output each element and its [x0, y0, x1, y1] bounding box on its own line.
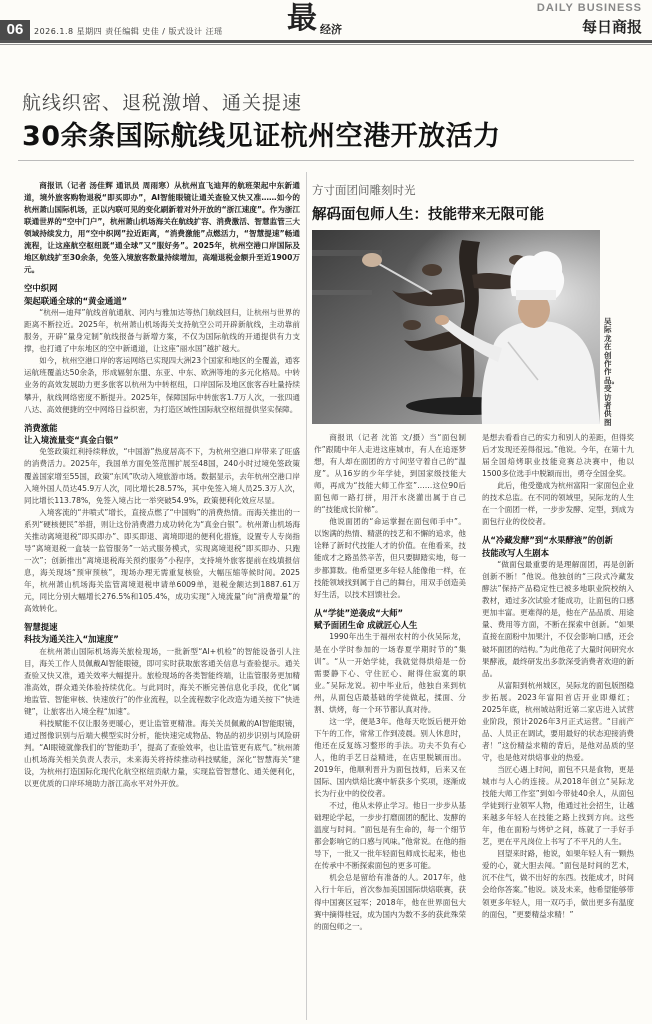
feature-column-1 — [314, 432, 466, 1020]
paper-name-en: DAILY BUSINESS — [536, 2, 642, 14]
paragraph: 不过，他从未停止学习。他日一步步从基础理论学起，一步步打磨面团的配比、发酵的温度与时间。“面包是有生命的，每一个细节都会影响它的口感与风味。”他常说。在他的指导下，一批又一批年轻面包师成长起来，他也在传承中不断探索面包的更多可能。 — [314, 801, 466, 871]
paragraph: “做面包最重要的是理解面团，再是创新创新不断！”他说。他独创的“三段式冷藏发酵法”保持产品稳定性已被多地职业院校纳入教材，通过多次试验才能成功，让面包的口感更加丰富。更难得的是，他在产品品质、用途量、费用等方面，不断在探索中创新。“如果直接在面粉中加果汁，不仅会影响口感，还会破坏面团的结构。”为此他花了大量时间研究水果酵液，最终研发出多款深受消费者欢迎的新品。 — [482, 560, 634, 678]
paragraph: 科技赋能不仅让服务更暖心，更让监管更精准。海关关员佩戴的AI智能眼镜，通过图像识别与后端大模型实时分析，能快速完成物品、物品的初步识别与风险研判。“AI眼镜就像我们的‘智能助手’，提高了查验效率，也让监管更有底气。”杭州萧山机场海关相关负责人表示，未来海关将持续推动科技赋能，深化“智慧海关”建设，为杭州打造国际化现代化航空枢纽贡献力量，实现监管智慧化、通关便利化，以更优质的口岸环境助力浙江高水平对外开放。 — [24, 719, 300, 789]
column-divider — [306, 172, 307, 1020]
paragraph: 商报讯（记者 沈笛 文/摄）当“面包制作”跟随中年人走进这座城市，有人在追逐梦想，有人却在面团的方寸间坚守着自己的“温度”。从16岁的少年学徒，到国家级技能大师，再成为“技能大师工作室”……这位90后面包师一路打拼，用汗水浇灌出属于自己的“技能成长阶梯”。 — [314, 433, 466, 515]
section-2-subhead-1: 消费激能 — [24, 422, 58, 433]
section-3-subhead-2: 科技为通关注入“加速度” — [24, 634, 119, 645]
paragraph: 是想去看看自己的实力和别人的差距，但得奖后才发现还差得很远。”他说。今年，在第十九届全国焙烤职业技能竞赛总决赛中，他以1500多位选手中脱颖而出，勇夺全国金奖。 — [482, 433, 634, 479]
section-1-subhead-1: 空中织网 — [24, 283, 58, 294]
section-1-subhead-2: 架起联通全球的“黄金通道” — [24, 295, 128, 306]
page-number: 06 — [0, 20, 30, 40]
feature-kicker: 方寸面团间雕刻时光 — [312, 183, 416, 197]
baker-photo — [312, 230, 600, 424]
section-logo: 最 — [287, 1, 317, 36]
header-rule — [0, 40, 652, 43]
paragraph: 此后，他受邀成为杭州富阳一家面包企业的技术总监。在不同的领域里，吴际龙的人生在一个面团一样，一步步发酵、定型，到成为面包行业的佼佼者。 — [482, 481, 634, 527]
feature-headline: 解码面包师人生：技能带来无限可能 — [312, 207, 544, 223]
paragraph: 入境客流的“井喷式”增长，直接点燃了“中国购”的消费热情。而海关推出的一系列“硬核便民”举措，则让这份消费潜力成功转化为“真金白银”。杭州萧山机场海关推动离境退税“即买即办”、即买即退、离境即退的便利化措施，设置专人专岗指导“离境退税一盒装一监管服务”一站式服务模式，实现离境退税“即买即办、只跑一次”；创新推出“离境退税海关预约服务”小程序，支持境外旅客提前在线填报信息，海关现场“预审预核”，现场办理无需重复核验，大幅压缩等候时间。2025年，杭州萧山机场海关监管离境退税申请单6009单，退税金额达到1887.61万元，同比分别大幅增长276.5%和105.4%，成功实现“入境流量”向“消费增量”的高效转化。 — [24, 507, 300, 614]
section-3-subhead-1: 智慧提速 — [24, 622, 58, 633]
paragraph: 当匠心遇上时间，面包不只是食物，更是城市与人心的连接。从2018年创立“吴际龙技能大师工作室”到如今带徒40余人，从面包学徒到行业领军人物，他通过社会招生，让越来越多年轻人在技能之路上找到方向。这些年，他在面粉与烤炉之间，练就了一手好手艺，更在平凡岗位上书写了不平凡的人生。 — [482, 764, 634, 847]
paragraph: 从富阳到杭州城区，吴际龙的面包版图稳步拓展。2023年富阳首店开业即爆红；2025年底，杭州城站附近第二家店进入试营业阶段，预计2026年3月正式运营。“目前产品、人员正在调试，要用最好的状态迎接消费者！”这份精益求精的背后，是他对品质的坚守，也是他对烘焙事业的热爱。 — [482, 680, 634, 762]
paragraph: 如今，杭州空港口岸的客运网络已实现四大洲23个国家和地区的全覆盖，通客运航班覆盖达50余条，形成辐射东盟、东亚、中东、欧洲等地的多元化格局。中转业务的高效发展助力更多旅客以杭州为中转枢纽，口岸国际及地区旅客吞吐量持续攀升，航线网络密度不断提升。2025年，保障国际中转旅客1.7万人次，一张四通八达、高效便捷的空中网络日益织密，为打造区域性国际航空枢纽提供坚实保障。 — [24, 356, 300, 414]
main-kicker: 航线织密、退税激增、通关提速 — [22, 92, 303, 114]
main-article-column — [24, 180, 300, 1020]
section-2-subhead-2: 让入境流量变“真金白银” — [24, 435, 119, 446]
feature-subhead-2: 赋予面团生命 成就匠心人生 — [314, 620, 418, 631]
paragraph: 他说面团的“命运掌握在面包师手中”。以饱满的热情、精湛的技艺和不懈的追求，他诠释了新时代技能人才的价值。在他看来，技能成才之路虽然辛苦，但只要脚踏实地，每一步都算数。他希望更多年轻人能像他一样，在技能领域找到属于自己的舞台，用双手创造美好生活，以技术回馈社会。 — [314, 517, 466, 599]
feature-subhead-1: 从“学徒”逆袭成“大师” — [314, 607, 404, 618]
photo-caption: 吴际龙在创作作品。受访者供图 — [604, 317, 619, 427]
section-label: 经济 — [320, 23, 342, 36]
paragraph: 机会总是留给有准备的人。2017年，他入行十年后，首次参加美国国际烘焙联赛，获得中国赛区冠军；2018年，他在世界面包大赛中摘得桂冠，成为国内为数不多的获此殊荣的面包师之一。 — [314, 873, 466, 931]
feature-subhead-3: 从“冷藏发酵”到“水果酵液”的创新 — [482, 535, 613, 546]
date-line: 2026.1.8 星期四 责任编辑 史佳 / 版式设计 汪瑶 — [34, 27, 223, 36]
header-rule-thin — [0, 44, 652, 45]
paper-name-cn: 每日商报 — [581, 18, 642, 36]
feature-column-2 — [482, 432, 634, 1020]
baker-photo-illustration — [312, 230, 600, 424]
headline-rule — [18, 160, 634, 161]
main-lead-paragraph: 商报讯（记者 汤佳辉 通讯员 周雨寒）从杭州直飞迪拜的航班架起中东新通道，境外旅客购物退税“即买即办”，AI智能眼镜让通关查验又快又准……如今的杭州萧山国际机场，正以内联可见的变化刷新着对外开放的“浙江速度”。作为浙江联通世界的“空中门户”，杭州萧山机场海关在航线扩容、消费激活、智慧监管三大领域持续发力，用“空中织网”拉近距离，“消费激能”点燃活力，“智慧提速”畅通流程，让这座航空枢纽既“通全球”又“服好务”。2025年，杭州空港口岸国际及地区航线扩至30余条，免签入境旅客数量持续增加，高端退税金额升至近1900万元。 — [24, 181, 300, 275]
main-headline: 30余条国际航线见证杭州空港开放活力 — [22, 121, 501, 152]
paragraph: 免签政策红利持续释放，“中国游”热度居高不下，为杭州空港口岸带来了旺盛的消费活力。2025年，我国单方面免签范围扩展至48国，240小时过境免签政策覆盖国家增至55国，政策“东风”吹动入境旅游市场。数据显示，去年杭州空港口岸入境外国人员达45.9万人次，同比增长28.57%，其中免签入境人员25.3万人次，同比增长113.78%，免签入境占比一举突破54.9%，政策便利化效应尽显。 — [24, 447, 300, 505]
feature-subhead-4: 技能改写人生剧本 — [482, 547, 549, 558]
paragraph: 这一学，便是3年。他每天吃饭后便开始下午的工作，常常工作到凌晨。别人休息时，他还在反复练习整形的手法。功夫不负有心人，他的手艺日益精进，在店里脱颖而出。2019年，他顺利晋升为面包技师，后来又在国际、国内烘焙比赛中斩获多个奖项，逐渐成长为行业中的佼佼者。 — [314, 716, 466, 799]
paragraph: 1990年出生于福州农村的小伙吴际龙，是在小学时参加的一场春夏学期时节的“集训”。“从一开始学徒，我就觉得烘焙是一份需要静下心、守住匠心、耐得住寂寞的职业。”吴际龙说。初中毕业后，他独自来到杭州，从面包店最基础的学徒做起，揉面、分割、烘烤，每一个环节都认真对待。 — [314, 632, 466, 714]
paragraph: 在杭州萧山国际机场海关旅检现场，一批新型“AI+机检”的智能设备引人注目，海关工作人员佩戴AI智能眼镜，即可实时获取旅客通关信息与查验提示。通关查验又快又准，通关效率大幅提升。旅检现场的各类智能终端，让监管服务更加精准高效，群众通关体验持续优化。与此同时，海关不断完善信息化手段，优化“属地监管、智能审核、快速放行”的作业流程，以全流程数字化改造为通关按下“快进键”，让旅客出入境全程“加速”。 — [24, 646, 300, 717]
paragraph: “杭州—迪拜”航线首航通航、河内与雅加达等热门航线回归，让杭州与世界的距离不断拉近。2025年，杭州萧山机场海关支持航空公司开辟新航线，主动靠前服务，开辟“量身定制”航线报备与新增方案，不仅为国际航线的开通提供有力支撑，也打通了中东地区的空中新通道，让这座“丽水国”越扩越大。 — [24, 308, 300, 354]
paragraph: 回望来时路，他说，如果年轻人有一颗热爱的心，就大胆去闯。“面包是时间的艺术，沉不住气，做不出好的东西。技能成才，时间会给你答案。”他说。谈及未来，他希望能够带领更多年轻人，用一双巧手，做出更多有温度的面包，“更要精益求精！” — [482, 849, 634, 919]
